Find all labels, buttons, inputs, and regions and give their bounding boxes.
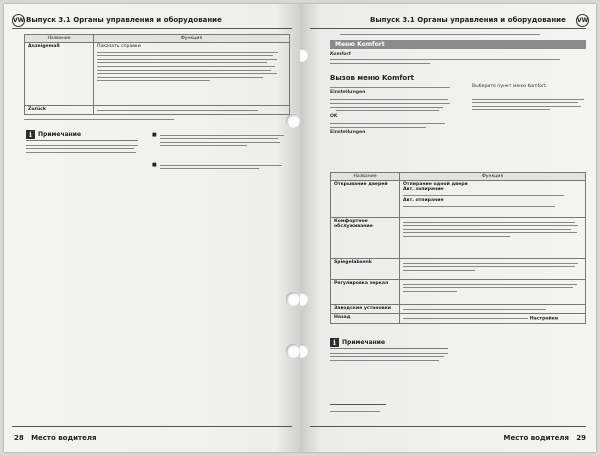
note-title: Примечание bbox=[342, 339, 386, 346]
side-note-text bbox=[472, 96, 584, 113]
right-header bbox=[370, 16, 566, 24]
column-header: Функция bbox=[94, 35, 290, 43]
right-page bbox=[300, 4, 596, 452]
table-row bbox=[331, 305, 586, 314]
column-header: Название bbox=[25, 35, 94, 43]
note-title: Примечание bbox=[38, 131, 82, 138]
row-function bbox=[94, 43, 290, 106]
footer-rule bbox=[12, 426, 292, 427]
table-row bbox=[331, 280, 586, 305]
binding-hole-icon bbox=[300, 48, 308, 62]
row-name: Назад bbox=[331, 314, 400, 324]
binding-hole-icon bbox=[300, 292, 308, 306]
binding-hole-icon bbox=[286, 344, 300, 358]
column-header: Название bbox=[331, 173, 400, 181]
body-term: Einstellungen bbox=[330, 90, 366, 96]
intro-label: Komfort bbox=[330, 52, 351, 57]
row-function-label: Показать справки bbox=[97, 44, 141, 49]
row-name: Spiegelabsenk bbox=[331, 259, 400, 280]
right-header-section: Выпуск 3.1 bbox=[370, 16, 415, 24]
left-header-title: Органы управления и оборудование bbox=[73, 16, 222, 24]
row-function bbox=[400, 305, 586, 314]
left-page bbox=[4, 4, 300, 452]
note-text bbox=[330, 350, 448, 363]
bullet-text bbox=[160, 132, 284, 149]
binding-hole-icon bbox=[286, 114, 300, 128]
function-term: Отпирание одной двери bbox=[403, 182, 468, 187]
page-number: 28 bbox=[14, 434, 24, 442]
binding-hole-icon bbox=[300, 344, 308, 358]
table-row bbox=[25, 43, 290, 106]
side-note: Выберите пункт меню Komfort. bbox=[472, 84, 548, 89]
bullet: ■ bbox=[152, 132, 157, 138]
table-row bbox=[331, 181, 586, 218]
vw-logo-icon: VW bbox=[12, 14, 25, 27]
note-text bbox=[26, 142, 138, 155]
book-spread bbox=[4, 4, 596, 452]
column-header: Функция bbox=[400, 173, 586, 181]
table-row bbox=[331, 314, 586, 324]
row-function bbox=[400, 181, 586, 218]
left-footer bbox=[14, 434, 96, 442]
row-name: Комфортное обслуживание bbox=[331, 218, 400, 259]
row-name: Регулировка зеркал bbox=[331, 280, 400, 305]
row-name: Zurück bbox=[25, 106, 94, 115]
footer-title: Место водителя bbox=[31, 434, 97, 442]
footnote-rule bbox=[330, 404, 386, 405]
row-function bbox=[400, 314, 586, 324]
row-function bbox=[94, 106, 290, 115]
section-title: Вызов меню Komfort bbox=[330, 74, 415, 82]
info-icon: i bbox=[26, 130, 35, 139]
row-name: Заводские установки bbox=[331, 305, 400, 314]
note-rule bbox=[330, 348, 448, 349]
row-function bbox=[400, 218, 586, 259]
body-text bbox=[330, 84, 450, 137]
footer-rule bbox=[310, 426, 586, 427]
table-row bbox=[331, 259, 586, 280]
page-number: 29 bbox=[576, 434, 586, 442]
right-header-title: Органы управления и оборудование bbox=[417, 16, 566, 24]
unreadable-text-lines bbox=[97, 52, 286, 82]
bullet-text bbox=[160, 162, 284, 172]
continued-text bbox=[340, 31, 540, 37]
bullet: ■ bbox=[152, 162, 157, 168]
left-function-table bbox=[24, 34, 290, 115]
table-row bbox=[25, 106, 290, 115]
menu-heading: Меню Komfort bbox=[330, 40, 586, 49]
row-name: Открывание дверей bbox=[331, 181, 400, 218]
row-name: Anzeigemaß bbox=[25, 43, 94, 106]
footer-title: Место водителя bbox=[503, 434, 569, 442]
row-function bbox=[400, 259, 586, 280]
table-row bbox=[331, 218, 586, 259]
note-rule bbox=[26, 140, 138, 141]
table-footnote bbox=[24, 116, 174, 122]
binding-hole-icon bbox=[286, 292, 300, 306]
body-term: Einstellungen bbox=[330, 130, 366, 136]
footnote-text bbox=[330, 408, 380, 414]
vw-logo-icon: VW bbox=[576, 14, 589, 27]
header-rule bbox=[310, 28, 586, 29]
ok-key-label: OK bbox=[330, 113, 338, 119]
header-rule bbox=[12, 28, 292, 29]
function-term: Авт. запирание bbox=[403, 187, 444, 192]
left-header-section: Выпуск 3.1 bbox=[26, 16, 71, 24]
komfort-function-table bbox=[330, 172, 586, 324]
intro-text bbox=[330, 52, 580, 66]
row-function bbox=[400, 280, 586, 305]
function-term: Авт. отпирание bbox=[403, 198, 444, 204]
left-header bbox=[26, 16, 222, 24]
right-footer bbox=[504, 434, 586, 442]
info-icon: i bbox=[330, 338, 339, 347]
function-term: Настройки bbox=[529, 316, 559, 322]
